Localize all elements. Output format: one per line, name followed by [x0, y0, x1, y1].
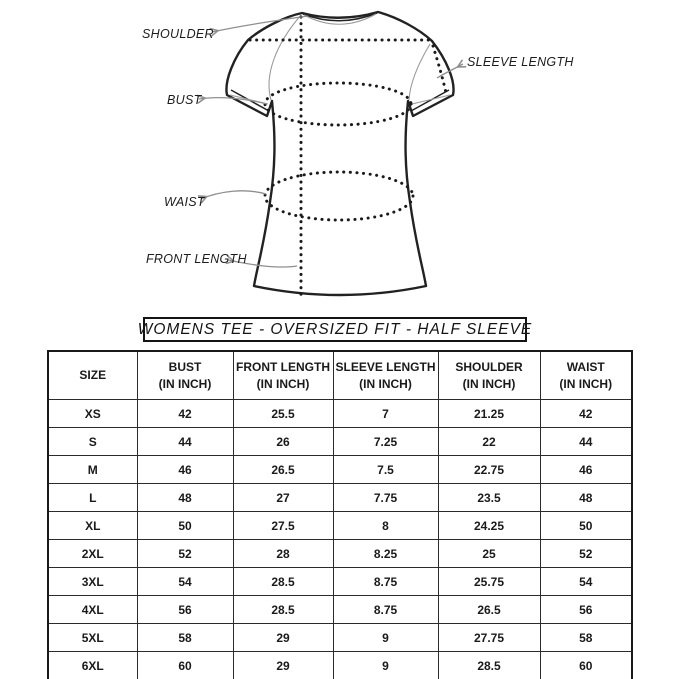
- col-header-text: FRONT LENGTH: [236, 360, 330, 375]
- waist-cell: 44: [540, 428, 632, 456]
- chart-title: WOMENS TEE - OVERSIZED FIT - HALF SLEEVE: [137, 320, 533, 338]
- waist-cell: 42: [540, 400, 632, 428]
- waist-cell: 46: [540, 456, 632, 484]
- waist-leader-arrow: [201, 191, 266, 199]
- shoulder-cell: 27.75: [438, 624, 540, 652]
- tshirt-illustration: [0, 0, 679, 314]
- col-header-text: SHOULDER: [455, 360, 523, 375]
- size-cell: 2XL: [48, 540, 137, 568]
- size-cell: L: [48, 484, 137, 512]
- front-length-cell: 29: [233, 624, 333, 652]
- bust-cell: 48: [137, 484, 233, 512]
- col-header-sub: (IN INCH): [462, 376, 516, 391]
- size-cell: 6XL: [48, 652, 137, 679]
- table-row: [48, 568, 632, 596]
- col-header-waist: [540, 351, 632, 400]
- sleeve-length-cell: 8.25: [333, 540, 438, 568]
- waist-cell: 50: [540, 512, 632, 540]
- table-row: [48, 512, 632, 540]
- tshirt-outline: [226, 12, 453, 295]
- table-row: [48, 428, 632, 456]
- size-cell: XL: [48, 512, 137, 540]
- front-length-cell: 28.5: [233, 596, 333, 624]
- table-row: [48, 652, 632, 679]
- bust-cell: 56: [137, 596, 233, 624]
- size-table-body: [48, 400, 632, 679]
- sleeve-length-cell: 8: [333, 512, 438, 540]
- col-header-text: BUST: [168, 360, 202, 375]
- table-row: [48, 540, 632, 568]
- sleeve-length-cell: 8.75: [333, 596, 438, 624]
- size-cell: 5XL: [48, 624, 137, 652]
- bust-cell: 42: [137, 400, 233, 428]
- chart-title-bar: [137, 317, 533, 342]
- waist-cell: 56: [540, 596, 632, 624]
- col-header-sub: (IN INCH): [559, 376, 613, 391]
- size-cell: 4XL: [48, 596, 137, 624]
- shoulder-cell: 25: [438, 540, 540, 568]
- front-length-cell: 28.5: [233, 568, 333, 596]
- bust-label: BUST: [167, 93, 202, 107]
- col-header-text: WAIST: [566, 360, 605, 375]
- bust-cell: 60: [137, 652, 233, 679]
- waist-cell: 48: [540, 484, 632, 512]
- col-header-text: SIZE: [79, 368, 107, 383]
- col-header-sub: (IN INCH): [256, 376, 310, 391]
- col-header-shoulder: [438, 351, 540, 400]
- shoulder-cell: 25.75: [438, 568, 540, 596]
- front-length-cell: 27.5: [233, 512, 333, 540]
- front-length-cell: 27: [233, 484, 333, 512]
- bust-cell: 54: [137, 568, 233, 596]
- shoulder-cell: 22.75: [438, 456, 540, 484]
- col-header-bust: [137, 351, 233, 400]
- sleeve-length-cell: 9: [333, 624, 438, 652]
- table-row: [48, 400, 632, 428]
- sleeve-length-cell: 7.25: [333, 428, 438, 456]
- bust-cell: 52: [137, 540, 233, 568]
- bust-cell: 44: [137, 428, 233, 456]
- bust-cell: 46: [137, 456, 233, 484]
- front-length-label: FRONT LENGTH: [146, 252, 247, 266]
- col-header-sleeve-length: [333, 351, 438, 400]
- size-cell: S: [48, 428, 137, 456]
- shoulder-cell: 23.5: [438, 484, 540, 512]
- col-header-size: [48, 351, 137, 400]
- table-row: [48, 484, 632, 512]
- size-cell: M: [48, 456, 137, 484]
- waist-label: WAIST: [164, 195, 205, 209]
- front-length-cell: 25.5: [233, 400, 333, 428]
- sleeve-length-cell: 7.75: [333, 484, 438, 512]
- col-header-front-length: [233, 351, 333, 400]
- tshirt-measurement-diagram: [0, 0, 679, 314]
- shoulder-cell: 28.5: [438, 652, 540, 679]
- front-length-cell: 26: [233, 428, 333, 456]
- waist-cell: 60: [540, 652, 632, 679]
- bust-cell: 58: [137, 624, 233, 652]
- table-row: [48, 624, 632, 652]
- shoulder-cell: 21.25: [438, 400, 540, 428]
- table-header-row: [48, 351, 632, 400]
- sleeve-length-cell: 8.75: [333, 568, 438, 596]
- sleeve-length-cell: 7: [333, 400, 438, 428]
- col-header-text: SLEEVE LENGTH: [335, 360, 436, 375]
- size-cell: 3XL: [48, 568, 137, 596]
- bust-cell: 50: [137, 512, 233, 540]
- shoulder-label: SHOULDER: [142, 27, 214, 41]
- shoulder-cell: 24.25: [438, 512, 540, 540]
- size-table: [47, 350, 633, 679]
- sleeve-length-label: SLEEVE LENGTH: [467, 55, 574, 69]
- waist-cell: 54: [540, 568, 632, 596]
- size-cell: XS: [48, 400, 137, 428]
- front-length-cell: 28: [233, 540, 333, 568]
- sleeve-length-cell: 9: [333, 652, 438, 679]
- waist-cell: 58: [540, 624, 632, 652]
- table-row: [48, 456, 632, 484]
- front-length-cell: 29: [233, 652, 333, 679]
- waist-cell: 52: [540, 540, 632, 568]
- shoulder-cell: 26.5: [438, 596, 540, 624]
- front-length-cell: 26.5: [233, 456, 333, 484]
- sleeve-length-cell: 7.5: [333, 456, 438, 484]
- shoulder-cell: 22: [438, 428, 540, 456]
- table-row: [48, 596, 632, 624]
- col-header-sub: (IN INCH): [158, 376, 212, 391]
- col-header-sub: (IN INCH): [359, 376, 412, 391]
